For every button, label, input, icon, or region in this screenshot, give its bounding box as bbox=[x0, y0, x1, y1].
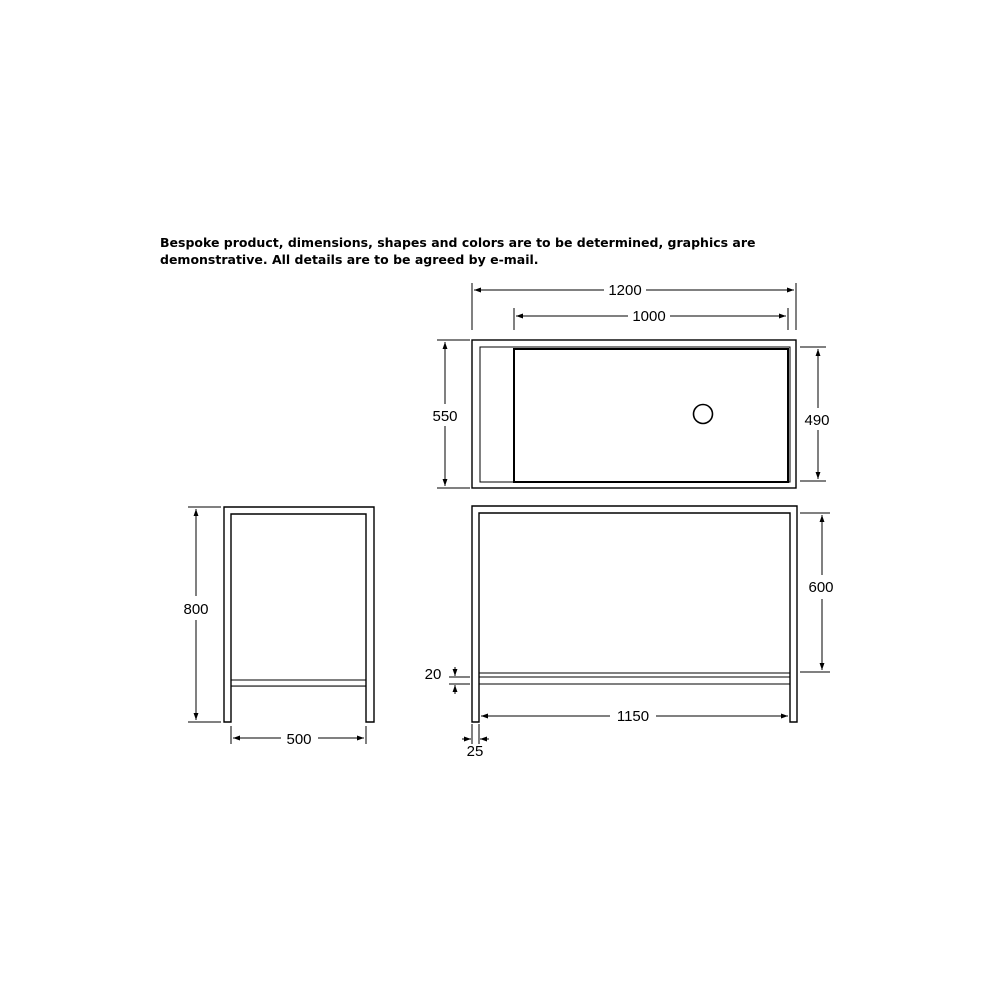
label-top-overall-width: 1200 bbox=[608, 282, 642, 299]
label-top-overall-depth: 550 bbox=[432, 408, 458, 425]
basin-outline bbox=[514, 349, 788, 482]
dim-front-shelf-thickness bbox=[449, 667, 470, 694]
label-side-depth: 500 bbox=[286, 731, 312, 748]
top-view-inner-frame bbox=[480, 347, 790, 482]
label-front-shelf-thickness: 20 bbox=[424, 666, 442, 683]
front-view bbox=[472, 506, 797, 722]
drain-hole-icon bbox=[694, 405, 713, 424]
top-view-outline bbox=[472, 340, 796, 488]
label-front-leg-width: 25 bbox=[466, 743, 484, 760]
disclaimer-line-1: Bespoke product, dimensions, shapes and colors are to be determined, graphics are bbox=[160, 235, 756, 250]
disclaimer-line-2: demonstrative. All details are to be agreed by e-mail. bbox=[160, 252, 539, 267]
side-view bbox=[224, 507, 374, 722]
front-view-frame bbox=[472, 506, 797, 722]
label-top-basin-depth: 490 bbox=[804, 412, 830, 429]
label-top-basin-width: 1000 bbox=[632, 308, 666, 325]
side-view-frame bbox=[224, 507, 374, 722]
dim-front-leg-width bbox=[462, 724, 489, 744]
top-view bbox=[472, 340, 796, 488]
label-front-cabinet-height: 600 bbox=[808, 579, 834, 596]
front-shelf bbox=[479, 677, 790, 684]
label-front-inner-width: 1150 bbox=[616, 708, 650, 725]
front-cabinet-body bbox=[479, 513, 790, 673]
label-side-height: 800 bbox=[183, 601, 209, 618]
side-cabinet-body bbox=[231, 514, 366, 680]
